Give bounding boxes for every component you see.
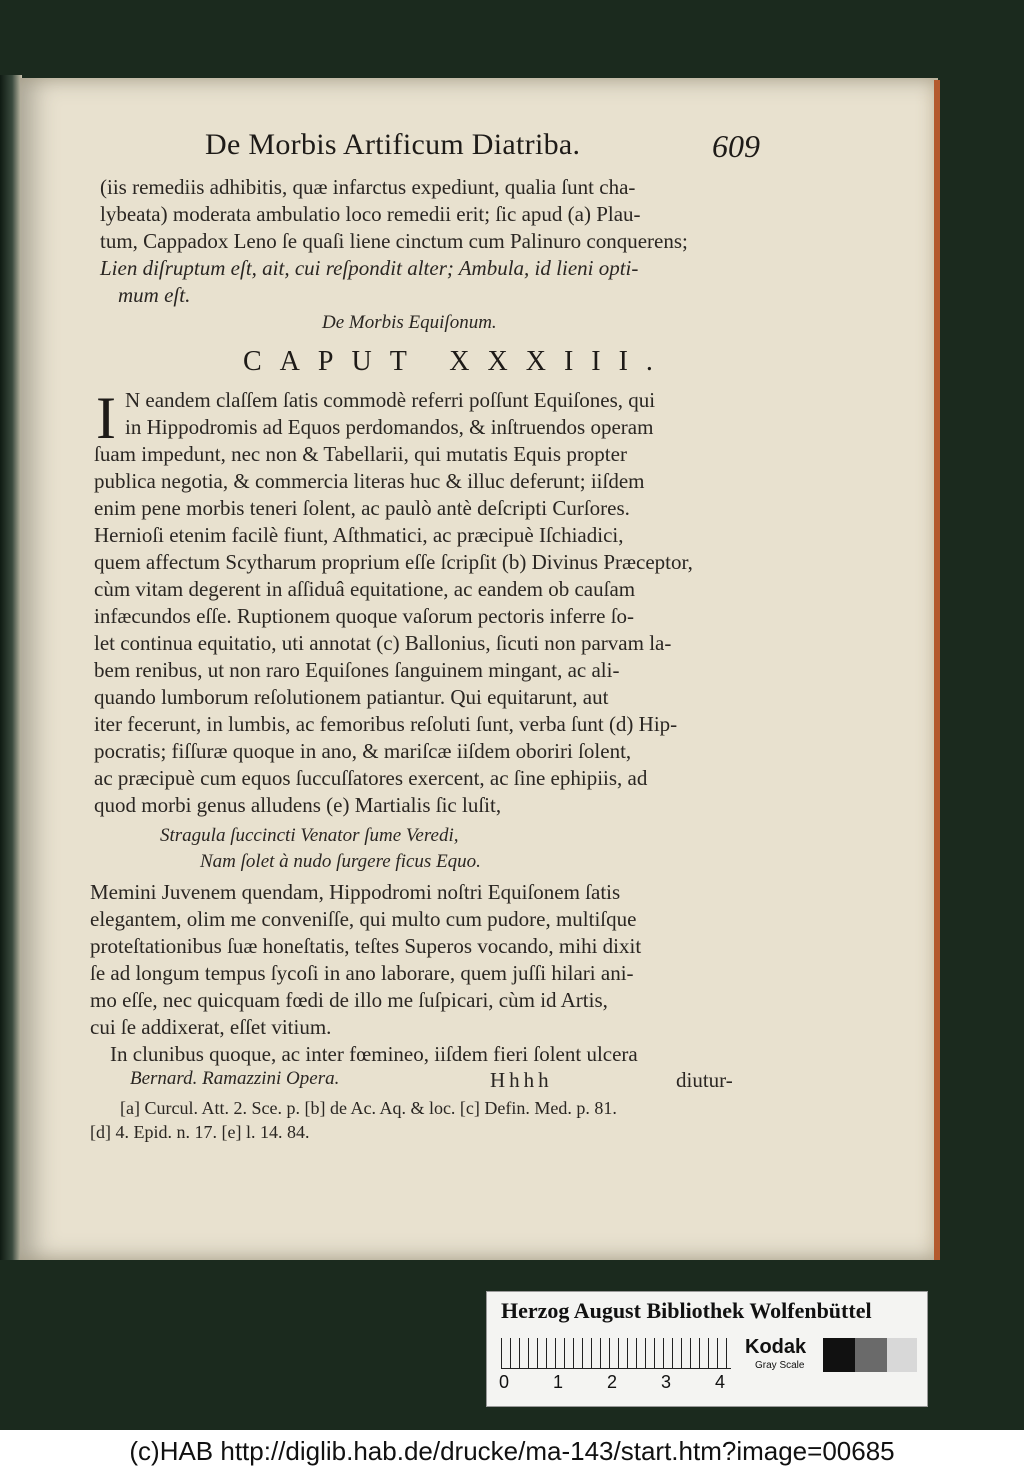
gray-swatch [855,1338,887,1372]
running-head: De Morbis Artificum Diatriba. [205,128,581,161]
text-line: Lien diſruptum eſt, ait, cui reſpondit alter; Ambula, id lieni opti- [100,256,639,280]
section-subheading: De Morbis Equiſonum. [322,312,497,333]
chapter-title: CAPUT XXXIII. [243,346,671,377]
text-line: lybeata) moderata ambulatio loco remedii erit; ſic apud (a) Plau- [100,202,641,226]
text-line: (iis remediis adhibitis, quæ infarctus expediunt, qualia ſunt cha- [100,175,636,199]
footnote-line: [a] Curcul. Att. 2. Sce. p. [b] de Ac. Aq. & loc. [c] Defin. Med. p. 81. [120,1098,617,1118]
ruler-number: 0 [499,1372,510,1392]
text-line: ſuam impedunt, nec non & Tabellarii, qui mutatis Equis propter [94,442,627,466]
ruler-number: 4 [715,1372,726,1392]
ruler-number: 3 [661,1372,672,1392]
ruler-number: 1 [553,1372,564,1392]
text-line: In clunibus quoque, ac inter fœmineo, iiſdem fieri ſolent ulcera [110,1042,638,1066]
text-line: mo eſſe, nec quicquam fœdi de illo me ſuſpicari, cùm id Artis, [90,988,608,1012]
library-name: Herzog August Bibliothek Wolfenbüttel [501,1298,872,1323]
text-line: ac præcipuè cum equos ſuccuſſatores exercent, ac ſine ephipiis, ad [94,766,648,790]
text-line: quando lumborum reſolutionem patiantur. Qui equitarunt, aut [94,685,609,709]
verse-line: Nam ſolet à nudo ſurgere ficus Equo. [200,851,481,872]
text-line: in Hippodromis ad Equos perdomandos, & inſtruendos operam [125,415,654,439]
drop-cap: I [96,385,116,451]
calibration-card [486,1291,928,1407]
text-line: cùm vitam degerent in aſſiduâ equitatione, ac eandem ob cauſam [94,577,636,601]
text-line: N eandem claſſem ſatis commodè referri poſſunt Equiſones, qui [125,388,656,412]
text-line: infæcundos eſſe. Ruptionem quoque vaſorum pectoris inferre ſo- [94,604,635,628]
text-line: ſe ad longum tempus ſycoſi in ano laborare, quem juſſi hilari ani- [90,961,634,985]
text-line: let continua equitatio, uti annotat (c) Ballonius, ſicuti non parvam la- [94,631,672,655]
gray-swatch [823,1338,855,1372]
kodak-logo: Kodak [745,1336,807,1358]
text-line: elegantem, olim me conveniſſe, qui multo cum pudore, multiſque [90,907,637,931]
signature-mark: Hhhh [490,1068,553,1092]
text-line: tum, Cappadox Leno ſe quaſi liene cinctum cum Palinuro conquerens; [100,229,688,253]
text-line: quem affectum Scytharum proprium eſſe ſcripſit (b) Divinus Præceptor, [94,550,693,574]
page-fore-edge [934,80,940,1260]
text-line: Hernioſi etenim facilè fiunt, Aſthmatici, ac præcipuè Iſchiadici, [94,523,624,547]
text-line: pocratis; fiſſuræ quoque in ano, & mariſcæ iiſdem oboriri ſolent, [94,739,632,763]
ruler-scale [501,1338,731,1369]
grayscale-label: Gray Scale [755,1360,805,1371]
gray-swatch [887,1338,917,1372]
text-line: enim pene morbis teneri ſolent, ac paulò antè deſcripti Curſores. [94,496,630,520]
footnote-line: [d] 4. Epid. n. 17. [e] l. 14. 84. [90,1122,310,1142]
signature-author: Bernard. Ramazzini Opera. [130,1068,340,1089]
facing-page-edge [0,75,22,1260]
copyright-url: (c)HAB http://diglib.hab.de/drucke/ma-143/start.htm?image=00685 [0,1432,1024,1470]
catchword: diutur- [676,1068,733,1092]
text-line: mum eſt. [118,283,191,307]
text-line: cui ſe addixerat, eſſet vitium. [90,1015,332,1039]
text-line: quod morbi genus alludens (e) Martialis ſic luſit, [94,793,502,817]
text-line: bem renibus, ut non raro Equiſones ſanguinem mingant, ac ali- [94,658,620,682]
text-line: publica negotia, & commercia literas huc & illuc deferunt; iiſdem [94,469,645,493]
text-line: proteſtationibus ſuæ honeſtatis, teſtes Superos vocando, mihi dixit [90,934,642,958]
text-line: Memini Juvenem quendam, Hippodromi noſtri Equiſonem ſatis [90,880,621,904]
verse-line: Stragula ſuccincti Venator ſume Veredi, [160,825,459,846]
page-number: 609 [712,128,760,164]
ruler-number: 2 [607,1372,618,1392]
text-line: iter fecerunt, in lumbis, ac femoribus reſoluti ſunt, verba ſunt (d) Hip- [94,712,678,736]
